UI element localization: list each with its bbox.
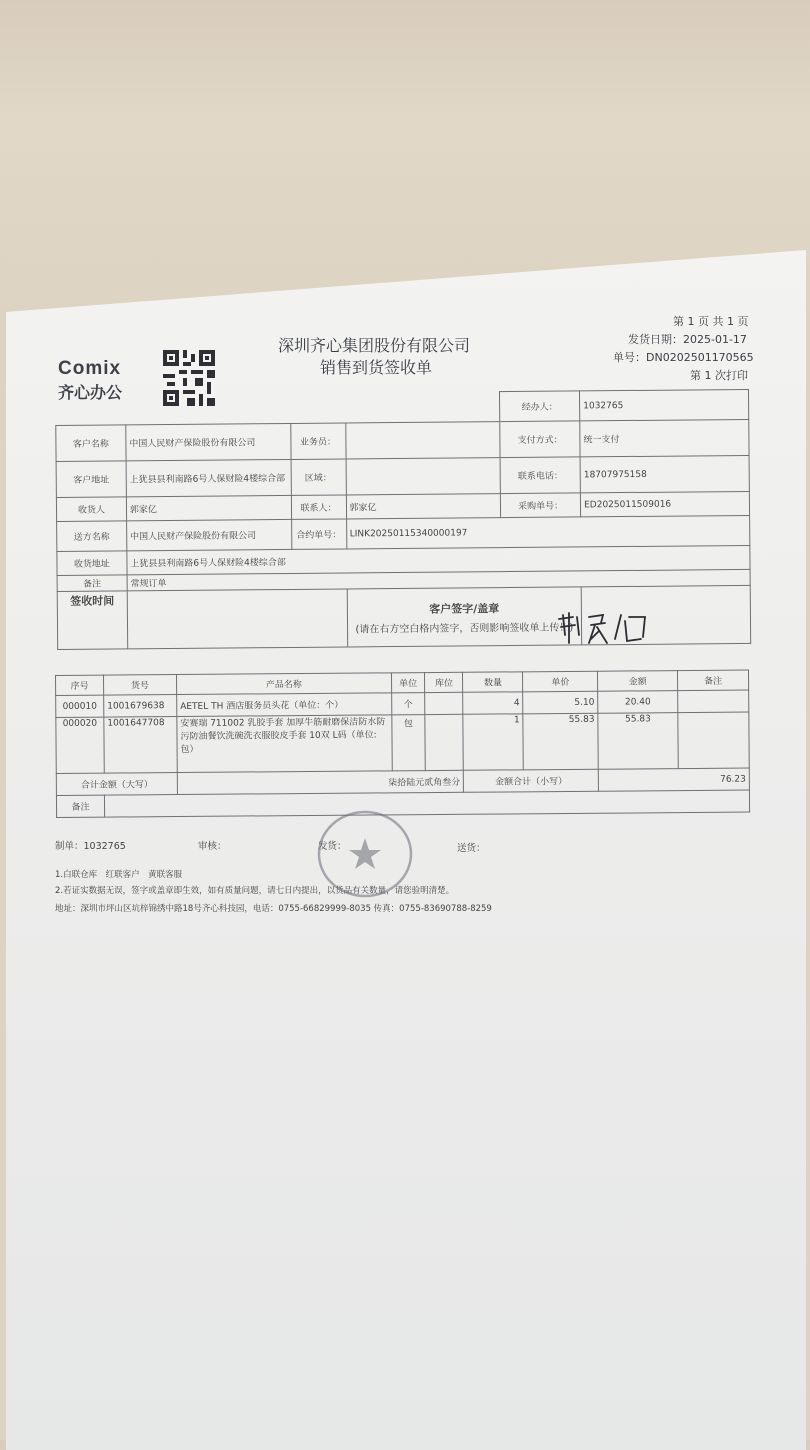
column-header-name: 产品名称 — [176, 673, 391, 695]
table-row — [56, 712, 749, 773]
region-value — [346, 458, 501, 495]
table-remark-label: 备注 — [56, 795, 104, 817]
row-unit: 个 — [391, 693, 425, 715]
payment-value: 统一支付 — [580, 419, 749, 456]
row-seq: 000020 — [56, 717, 104, 773]
salesman-label: 业务员： — [290, 423, 345, 459]
row-amount: 55.83 — [598, 713, 678, 770]
row-location — [425, 714, 463, 770]
table-remark-value — [104, 790, 749, 817]
customer-name-label: 客户名称 — [56, 425, 126, 462]
region-label: 区域： — [291, 459, 346, 495]
column-header-quantity: 数量 — [463, 672, 523, 692]
sign-note: (请在右方空白格内签字，否则影响签收单上传！) — [355, 621, 574, 635]
phone-label: 联系电话： — [500, 457, 580, 494]
contract-value: LINK20250115340000197 — [346, 515, 750, 549]
phone-value: 18707975158 — [580, 455, 749, 492]
total-upper-value: 柒拾陆元贰角叁分 — [177, 770, 464, 794]
brand-logo-cn: 齐心办公 — [58, 383, 123, 402]
receiver-value: 郭家亿 — [126, 495, 291, 520]
ship-date: 发货日期：2025-01-17 — [628, 333, 747, 346]
page-info: 第 1 页 共 1 页 — [673, 315, 749, 328]
remark-label: 备注 — [57, 575, 127, 592]
contract-label: 合约单号： — [291, 519, 346, 549]
company-name: 深圳齐心集团股份有限公司 — [278, 336, 471, 355]
row-amount: 20.40 — [598, 691, 678, 714]
agent-value: 1032765 — [580, 389, 749, 420]
row-name: 安赛瑞 711002 乳胶手套 加厚牛筋耐磨保洁防水防污防油餐饮洗碗洗衣服胶皮手套 10双 L码（单位:包） — [177, 715, 392, 773]
row-note — [678, 690, 749, 713]
contact-label: 联系人： — [291, 495, 346, 519]
row-note — [678, 712, 749, 769]
ship-to-value: 中国人民财产保险股份有限公司 — [126, 519, 291, 550]
print-count: 第 1 次打印 — [690, 369, 748, 382]
customer-signature — [555, 605, 670, 650]
column-header-unit: 单位 — [391, 673, 425, 693]
agent-label: 经办人： — [500, 391, 580, 422]
document-title: 销售到货签收单 — [320, 358, 433, 377]
remark-value: 常规订单 — [127, 569, 750, 590]
row-seq: 000010 — [56, 695, 104, 717]
total-lower-value: 76.23 — [598, 768, 749, 791]
items-table — [55, 670, 750, 818]
total-lower-label: 金额合计（小写） — [464, 769, 599, 792]
customer-address-value: 上犹县县利南路6号人保财险4楼综合部 — [126, 459, 291, 496]
company-stamp — [315, 808, 415, 900]
column-header-amount: 金额 — [598, 671, 678, 692]
footer-validity-note: 2.若证实数据无误，签字或盖章即生效，如有质量问题，请七日内提出，以货品有关数量，请您验明清楚。 — [55, 886, 455, 896]
reviewer: 审核： — [198, 841, 227, 852]
payment-label: 支付方式： — [500, 421, 580, 458]
row-name: AETEL TH 酒店服务员头花（单位：个） — [177, 693, 392, 717]
receive-address-value: 上犹县县利南路6号人保财险4楼综合部 — [127, 545, 750, 574]
row-quantity: 1 — [463, 714, 523, 770]
po-label: 采购单号： — [501, 493, 581, 518]
column-header-code: 货号 — [103, 675, 176, 696]
ship-to-label: 送方名称 — [57, 521, 127, 552]
row-quantity: 4 — [463, 692, 523, 714]
maker: 制单：1032765 — [55, 841, 126, 852]
customer-name-value: 中国人民财产保险股份有限公司 — [126, 423, 291, 460]
footer-address: 地址：深圳市坪山区坑梓锦绣中路18号齐心科技园，电话：0755-66829999-8035 传真：0755-83690788-8259 — [55, 904, 492, 914]
row-price: 55.83 — [523, 713, 598, 770]
shipper: 发货： — [318, 841, 347, 852]
sign-heading: 客户签字/盖章 — [429, 601, 500, 616]
brand-logo-en: Comix — [58, 358, 122, 379]
row-code: 1001647708 — [104, 717, 177, 774]
customer-address-label: 客户地址 — [56, 461, 126, 498]
column-header-price: 单价 — [523, 671, 598, 692]
po-value: ED2025011509016 — [580, 491, 749, 516]
total-upper-label: 合计金额（大写） — [56, 773, 177, 796]
salesman-value — [345, 422, 500, 459]
column-header-seq: 序号 — [56, 675, 104, 695]
row-code: 1001679638 — [104, 695, 177, 718]
contact-value: 郭家亿 — [346, 494, 501, 519]
column-header-note: 备注 — [678, 670, 749, 691]
document-number: 单号：DN0202501170565 — [613, 351, 754, 364]
column-header-location: 库位 — [425, 672, 463, 692]
row-unit: 包 — [391, 715, 425, 771]
footer-copies-note: 1.白联仓库 红联客户 黄联客服 — [55, 870, 183, 880]
row-location — [425, 692, 463, 714]
deliverer: 送货： — [457, 843, 486, 854]
row-price: 5.10 — [523, 691, 598, 714]
receiver-label: 收货人 — [56, 497, 126, 522]
sign-time-label: 签收时间 — [57, 591, 127, 650]
receive-address-label: 收货地址 — [57, 551, 127, 576]
